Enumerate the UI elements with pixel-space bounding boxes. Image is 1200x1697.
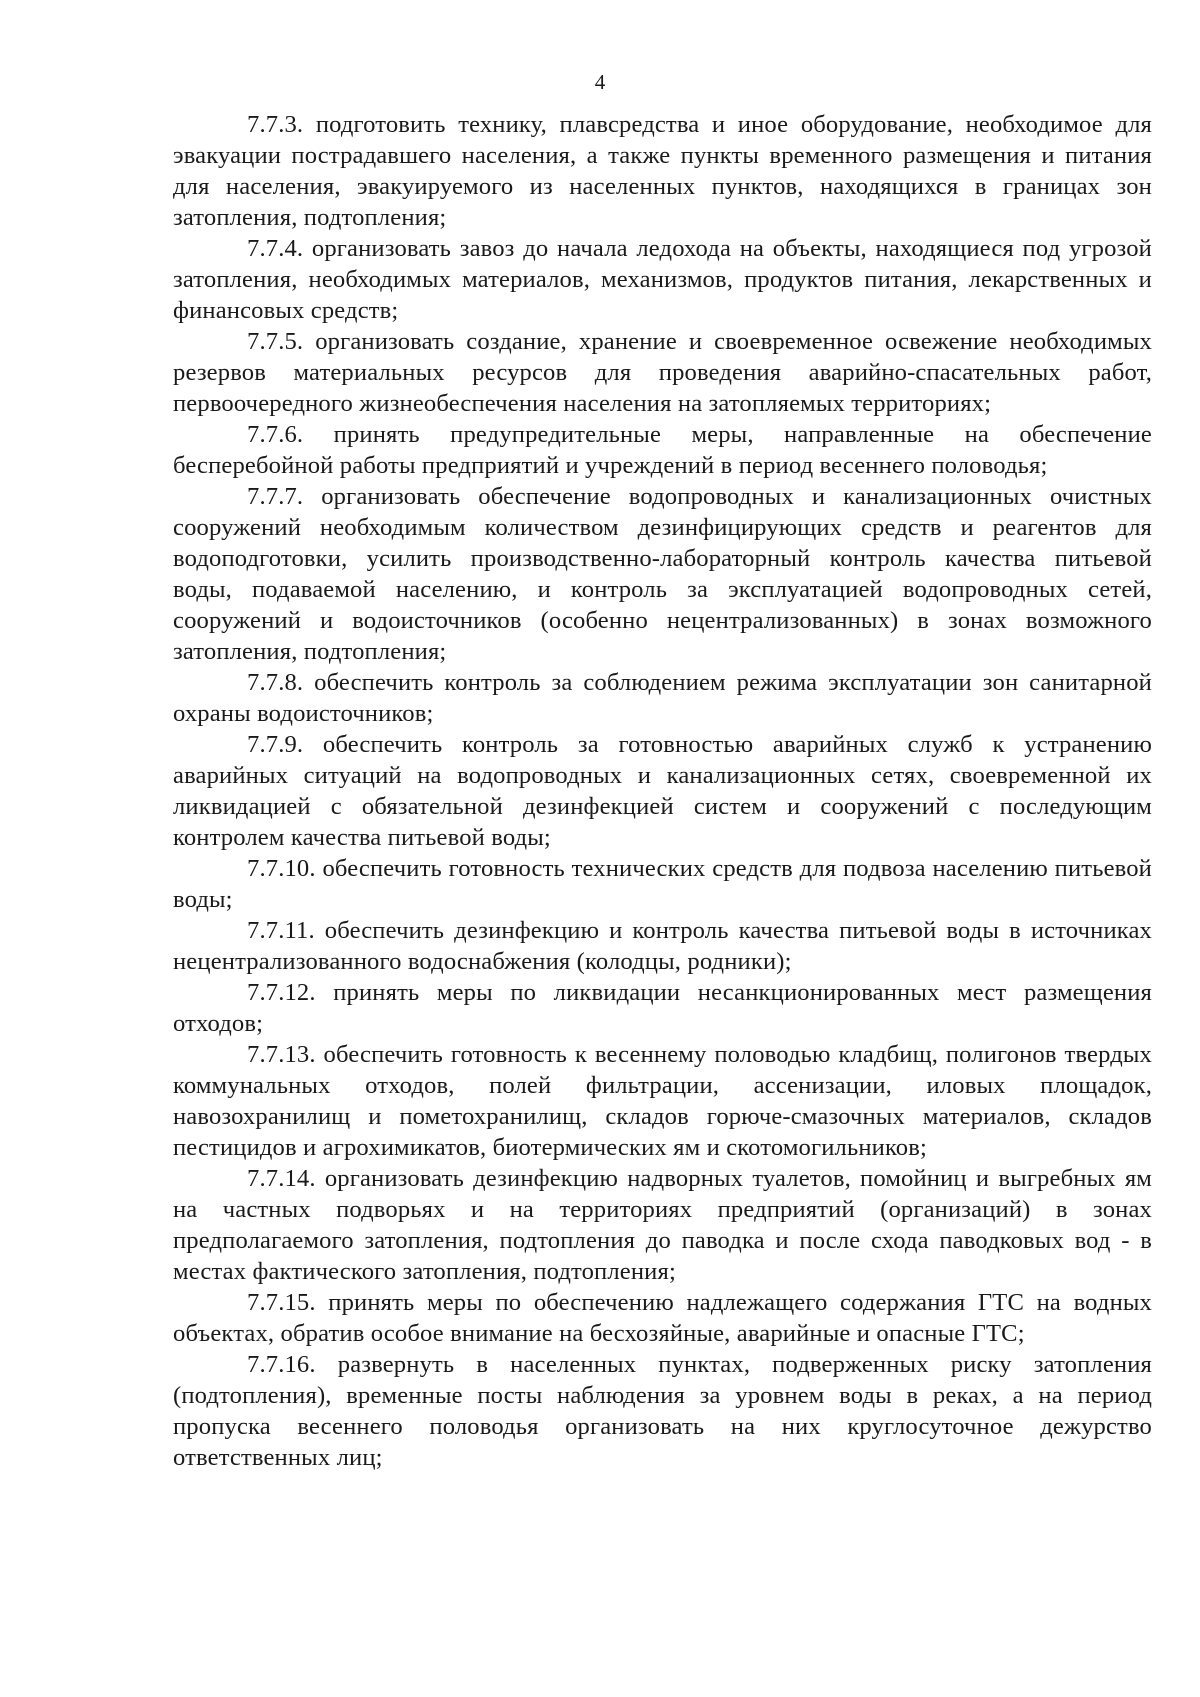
paragraph-7-7-16: 7.7.16. развернуть в населенных пунктах, подверженных риску затопления (подтопления), временные посты наблюдения за уровнем воды в реках, а на период пропуска весеннего половодья организовать на них круглосуточное дежурство ответственных лиц; bbox=[173, 1351, 1152, 1471]
document-body bbox=[173, 109, 1152, 1473]
paragraph-7-7-9: 7.7.9. обеспечить контроль за готовностью аварийных служб к устранению аварийных ситуаций на водопроводных и канализационных сетях, своевременной их ликвидацией с обязательной дезинфекцией систем и сооружений с последующим контролем качества питьевой воды; bbox=[173, 731, 1152, 851]
paragraph-7-7-12: 7.7.12. принять меры по ликвидации несанкционированных мест размещения отходов; bbox=[173, 979, 1152, 1037]
page-number: 4 bbox=[594, 70, 606, 94]
paragraph-7-7-14: 7.7.14. организовать дезинфекцию надворных туалетов, помойниц и выгребных ям на частных подворьях и на территориях предприятий (организаций) в зонах предполагаемого затопления, подтопления до паводка и после схода паводковых вод - в местах фактического затопления, подтопления; bbox=[173, 1165, 1152, 1285]
paragraph-7-7-6: 7.7.6. принять предупредительные меры, направленные на обеспечение бесперебойной работы предприятий и учреждений в период весеннего половодья; bbox=[173, 421, 1152, 479]
paragraph-7-7-11: 7.7.11. обеспечить дезинфекцию и контроль качества питьевой воды в источниках нецентрализованного водоснабжения (колодцы, родники); bbox=[173, 917, 1152, 975]
paragraph-7-7-3: 7.7.3. подготовить технику, плавсредства и иное оборудование, необходимое для эвакуации пострадавшего населения, а также пункты временного размещения и питания для населения, эвакуируемого из населенных пунктов, находящихся в границах зон затопления, подтопления; bbox=[173, 111, 1152, 231]
paragraph-7-7-8: 7.7.8. обеспечить контроль за соблюдением режима эксплуатации зон санитарной охраны водоисточников; bbox=[173, 669, 1152, 727]
paragraph-7-7-13: 7.7.13. обеспечить готовность к весеннему половодью кладбищ, полигонов твердых коммунальных отходов, полей фильтрации, ассенизации, иловых площадок, навозохранилищ и пометохранилищ, складов горюче-смазочных материалов, складов пестицидов и агрохимикатов, биотермических ям и скотомогильников; bbox=[173, 1041, 1152, 1161]
paragraph-7-7-7: 7.7.7. организовать обеспечение водопроводных и канализационных очистных сооружений необходимым количеством дезинфицирующих средств и реагентов для водоподготовки, усилить производственно-лабораторный контроль качества питьевой воды, подаваемой населению, и контроль за эксплуатацией водопроводных сетей, сооружений и водоисточников (особенно нецентрализованных) в зонах возможного затопления, подтопления; bbox=[173, 483, 1152, 665]
paragraph-7-7-15: 7.7.15. принять меры по обеспечению надлежащего содержания ГТС на водных объектах, обратив особое внимание на бесхозяйные, аварийные и опасные ГТС; bbox=[173, 1289, 1152, 1347]
paragraph-7-7-10: 7.7.10. обеспечить готовность технических средств для подвоза населению питьевой воды; bbox=[173, 855, 1152, 913]
paragraph-7-7-5: 7.7.5. организовать создание, хранение и своевременное освежение необходимых резервов материальных ресурсов для проведения аварийно-спасательных работ, первоочередного жизнеобеспечения населения на затопляемых территориях; bbox=[173, 328, 1152, 417]
paragraph-7-7-4: 7.7.4. организовать завоз до начала ледохода на объекты, находящиеся под угрозой затопления, необходимых материалов, механизмов, продуктов питания, лекарственных и финансовых средств; bbox=[173, 235, 1152, 324]
